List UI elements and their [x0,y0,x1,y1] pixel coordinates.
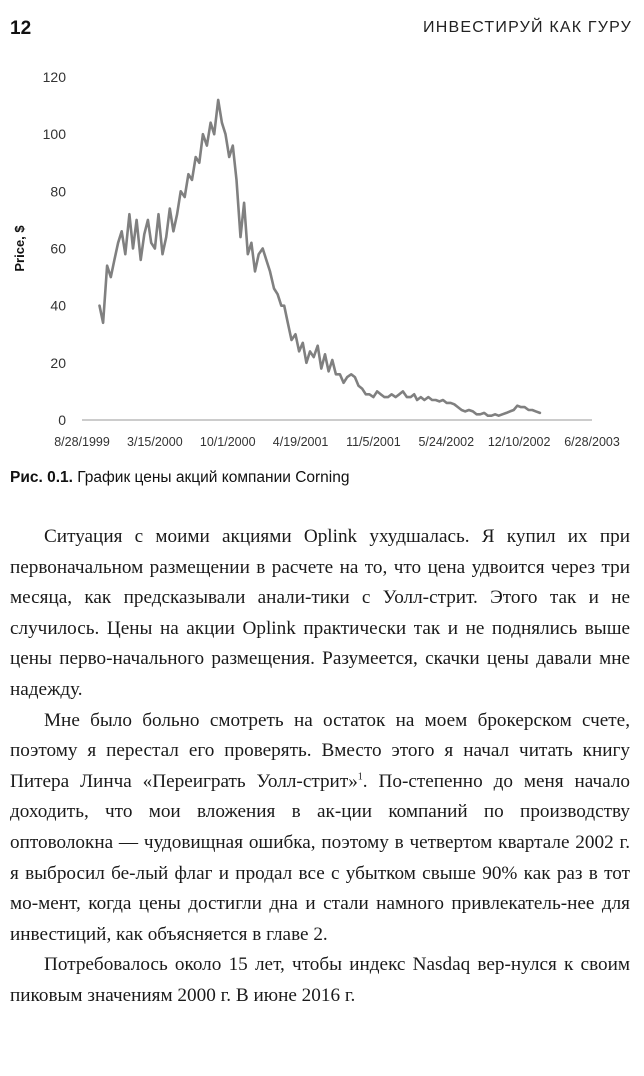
running-title: ИНВЕСТИРУЙ КАК ГУРУ [423,19,632,36]
y-axis-label: Price, $ [12,225,27,272]
paragraph: Мне было больно смотреть на остаток на моем брокерском счете, поэтому я перестал его проверять. Вместо этого я начал читать книгу Питера Линча «Переиграть Уолл-стрит»$^1$. По-степенно до меня начало доходить, что мои вложения в ак-ции компаний по производству оптоволокна — чудовищная ошибка, поэтому в четвертом квартале 2002 г. я выбросил бе-лый флаг и продал все с убытком свыше 90% как раз в тот мо-мент, когда цены достигли дна и стали намного привлекатель-нее для инвестиций, как объясняется в главе 2. [10,709,630,945]
x-tick-label: 4/19/2001 [272,435,329,449]
y-tick-label: 100 [42,126,66,143]
x-tick-label: 5/24/2002 [418,435,475,449]
footnote-marker: 1 [357,771,363,783]
caption-text: График цены акций компании Corning [77,469,350,486]
caption-label: Рис. 0.1. [10,469,73,486]
x-axis-ticks [54,435,620,449]
y-tick-label: 0 [58,412,66,428]
x-tick-label: 3/15/2000 [127,435,183,449]
figure-caption [10,469,350,487]
x-tick-label: 10/1/2000 [199,435,256,449]
paragraph: Потребовалось около 15 лет, чтобы индекс Nasdaq вер-нулся к своим пиковым значениям 2000 г. В июне 2016 г. [10,954,630,1006]
y-axis-ticks [43,69,67,428]
y-tick-label: 20 [50,354,66,371]
page-header [10,18,632,40]
y-tick-label: 40 [50,297,66,314]
x-tick-label: 6/28/2003 [564,435,620,449]
y-axis-label-group [12,225,27,272]
y-tick-label: 80 [50,183,66,200]
y-tick-label: 120 [42,69,66,85]
body-text [10,522,630,1012]
x-tick-label: 11/5/2001 [346,435,401,449]
x-tick-label: 12/10/2002 [487,435,551,449]
y-tick-label: 60 [50,240,66,257]
paragraph: Ситуация с моими акциями Oplink ухудшалась. Я купил их при первоначальном размещении в расчете на то, что цена удвоится через три месяца, как предсказывали анали-тики с Уолл-стрит. Этого так и не случилось. Цены на акции Oplink практически так и не поднялись выше цены перво-начального размещения. Разумеется, скачки цены давали мне надежду. [10,526,630,700]
price-series-line [100,100,540,416]
price-chart [0,60,644,460]
page-number: 12 [10,18,32,39]
x-tick-label: 8/28/1999 [54,435,110,449]
